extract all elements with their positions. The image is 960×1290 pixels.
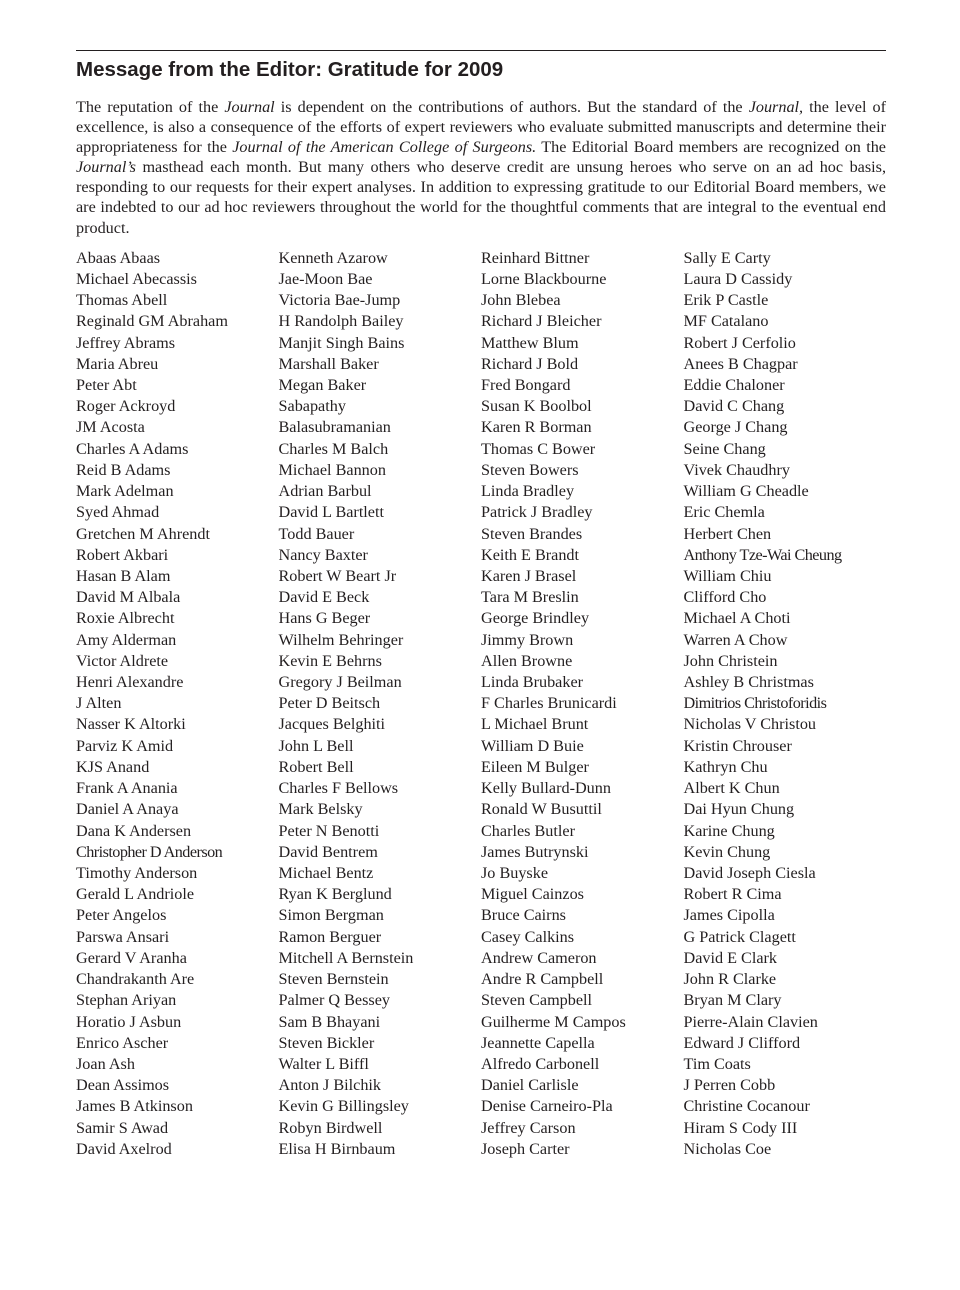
reviewer-name: Jimmy Brown	[481, 630, 574, 649]
reviewer-name: JM Acosta	[76, 418, 145, 437]
reviewer-name: Anton J Bilchik	[278, 1076, 382, 1095]
reviewer-name: Henri Alexandre	[76, 673, 184, 692]
reviewer-name: Guilherme M Campos	[481, 1012, 626, 1031]
reviewer-name: Sam B Bhayani	[278, 1012, 381, 1031]
top-rule	[76, 50, 886, 51]
reviewer-name: Timothy Anderson	[76, 864, 198, 882]
reviewer-name: Linda Bradley	[481, 482, 575, 501]
reviewer-name: Roger Ackroyd	[76, 397, 176, 416]
reviewer-name: George Brindley	[481, 609, 590, 628]
reviewer-name: Kristin Chrouser	[683, 736, 792, 755]
reviewer-name: Wilhelm Behringer	[278, 630, 404, 649]
reviewer-name: KJS Anand	[76, 757, 150, 776]
reviewer-name: Kathryn Chu	[683, 757, 768, 776]
reviewer-name: Steven Bowers	[481, 460, 579, 479]
reviewer-column	[76, 248, 279, 1160]
reviewer-name: Michael Abecassis	[76, 269, 197, 288]
reviewer-name: Kevin G Billingsley	[278, 1097, 409, 1116]
reviewer-name: J Alten	[76, 694, 122, 713]
intro-text: The reputation of the	[76, 98, 225, 116]
page-title: Message from the Editor: Gratitude for 2009	[76, 58, 504, 81]
reviewer-name: Lorne Blackbourne	[481, 269, 607, 288]
reviewer-name: Kenneth Azarow	[278, 248, 388, 267]
reviewer-name: Hasan B Alam	[76, 566, 171, 585]
reviewer-name: Hans G Beger	[278, 609, 371, 628]
reviewer-name: Andre R Campbell	[481, 970, 604, 989]
reviewer-name: Marshall Baker	[278, 354, 379, 373]
reviewer-name: Allen Browne	[481, 651, 573, 670]
reviewer-name: Bryan M Clary	[683, 991, 782, 1010]
reviewer-name: Gregory J Beilman	[278, 673, 402, 692]
reviewer-name: Nasser K Altorki	[76, 715, 186, 734]
reviewer-name: L Michael Brunt	[481, 715, 589, 734]
reviewer-name: Kevin E Behrns	[278, 651, 382, 670]
reviewer-name: Charles F Bellows	[278, 779, 399, 798]
reviewer-name: Victoria Bae-Jump	[278, 291, 401, 310]
reviewer-column	[279, 248, 482, 1160]
reviewer-name: Maria Abreu	[76, 354, 159, 373]
reviewer-name: Jeannette Capella	[481, 1033, 595, 1052]
reviewer-name: Eric Chemla	[683, 503, 765, 522]
reviewer-name: Tim Coats	[683, 1054, 751, 1073]
reviewer-name: Reginald GM Abraham	[76, 312, 228, 331]
reviewer-name: Ronald W Busuttil	[481, 800, 602, 819]
reviewer-name: G Patrick Clagett	[683, 927, 796, 946]
reviewer-name: Palmer Q Bessey	[278, 991, 390, 1010]
reviewer-name: Charles M Balch	[278, 439, 389, 458]
reviewer-name: Jae-Moon Bae	[278, 269, 373, 288]
reviewer-name: Joseph Carter	[481, 1139, 570, 1158]
reviewer-name: Mark Belsky	[278, 800, 363, 819]
editorial-page	[76, 50, 886, 1160]
reviewer-name: Nicholas V Christou	[683, 715, 817, 734]
reviewer-name: David C Chang	[683, 397, 785, 416]
reviewer-name: Tara M Breslin	[481, 588, 579, 607]
reviewer-name: MF Catalano	[683, 312, 769, 331]
reviewer-name: David M Albala	[76, 588, 181, 607]
reviewer-name: Sabapathy	[278, 397, 346, 416]
reviewer-name: Amy Alderman	[76, 630, 177, 649]
reviewer-name: Parviz K Amid	[76, 736, 174, 755]
reviewer-name: Linda Brubaker	[481, 673, 584, 692]
reviewer-name: Reid B Adams	[76, 460, 171, 479]
reviewer-name: Miguel Cainzos	[481, 885, 584, 904]
reviewer-name: John L Bell	[278, 736, 354, 755]
reviewer-name: Bruce Cairns	[481, 906, 566, 925]
reviewer-name: David Bentrem	[278, 842, 378, 861]
reviewer-name: Dean Assimos	[76, 1076, 170, 1095]
reviewer-name: Reinhard Bittner	[481, 248, 590, 267]
reviewer-name: Ashley B Christmas	[683, 673, 814, 692]
reviewer-name: Adrian Barbul	[278, 482, 372, 501]
reviewer-name: Michael A Choti	[683, 609, 791, 628]
reviewer-name: Steven Campbell	[481, 991, 593, 1010]
reviewer-name: Casey Calkins	[481, 927, 575, 946]
intro-italic-text: Journal,	[748, 98, 804, 116]
reviewer-name: Joan Ash	[76, 1054, 135, 1073]
reviewer-column	[684, 248, 887, 1160]
reviewer-name: David Joseph Ciesla	[683, 864, 816, 882]
reviewer-name: Erik P Castle	[683, 291, 769, 310]
reviewer-name: David E Clark	[683, 948, 778, 967]
reviewer-name: Steven Bernstein	[278, 970, 389, 989]
reviewer-name: Balasubramanian	[278, 418, 391, 437]
reviewer-name: Gretchen M Ahrendt	[76, 524, 210, 543]
reviewer-name: Jeffrey Carson	[481, 1118, 576, 1137]
reviewer-name: Robert J Cerfolio	[683, 333, 796, 352]
reviewer-name: Peter D Beitsch	[278, 694, 381, 713]
reviewer-name: Gerard V Aranha	[76, 948, 187, 967]
reviewer-name: Peter Angelos	[76, 906, 167, 925]
intro-italic-text: Journal	[224, 98, 275, 116]
reviewer-name: Megan Baker	[278, 375, 367, 394]
reviewer-name: Herbert Chen	[683, 524, 772, 543]
reviewer-name: Robert R Cima	[683, 885, 782, 904]
reviewer-name: Dana K Andersen	[76, 821, 192, 840]
reviewer-name: Mitchell A Bernstein	[278, 948, 414, 967]
reviewer-name: Andrew Cameron	[481, 948, 597, 967]
reviewer-name: Thomas Abell	[76, 291, 168, 310]
reviewer-name: Manjit Singh Bains	[278, 333, 405, 352]
reviewer-name: Robert Akbari	[76, 545, 169, 564]
reviewer-name: Karen R Borman	[481, 418, 592, 437]
reviewer-name: Walter L Biffl	[278, 1054, 369, 1073]
reviewer-name: Enrico Ascher	[76, 1033, 169, 1052]
reviewer-name: Dai Hyun Chung	[683, 800, 795, 819]
reviewer-name: Charles A Adams	[76, 439, 189, 458]
reviewer-name: John Christein	[683, 651, 778, 670]
reviewer-name: Ramon Berguer	[278, 927, 382, 946]
intro-text: masthead each month. But many others who deserve credit are unsung heroes who serve on an ad hoc basis, responding to our requests for their expert analyses. In addition to expressing gratitude to our Editorial Board members, we are indebted to our ad hoc reviewers throughout the world for the thoughtful comments that are integral to the eventual end product.	[76, 158, 886, 237]
reviewer-name: James B Atkinson	[76, 1097, 193, 1116]
reviewer-name: Jo Buyske	[481, 864, 549, 882]
reviewer-name: Charles Butler	[481, 821, 575, 840]
reviewer-name: John R Clarke	[683, 970, 777, 989]
reviewer-name: Edward J Clifford	[683, 1033, 801, 1052]
reviewer-name: Richard J Bold	[481, 354, 579, 373]
reviewer-name: Christopher D Anderson	[76, 842, 223, 861]
reviewer-name: Kevin Chung	[683, 842, 771, 861]
reviewer-name: James Cipolla	[683, 906, 775, 925]
reviewer-name: William D Buie	[481, 736, 584, 755]
reviewer-name: David L Bartlett	[278, 503, 384, 522]
reviewer-name: Vivek Chaudhry	[683, 460, 790, 479]
reviewer-name: Albert K Chun	[683, 779, 780, 798]
reviewer-name: Horatio J Asbun	[76, 1012, 182, 1031]
reviewer-name: Daniel Carlisle	[481, 1076, 579, 1095]
reviewer-name: Dimitrios Christoforidis	[683, 694, 827, 713]
reviewer-name: Parswa Ansari	[76, 927, 170, 946]
reviewer-name: Alfredo Carbonell	[481, 1054, 600, 1073]
reviewer-name: Michael Bentz	[278, 864, 374, 882]
reviewer-name: Denise Carneiro-Pla	[481, 1097, 613, 1116]
reviewer-name: Steven Bickler	[278, 1033, 375, 1052]
reviewer-name: Chandrakanth Are	[76, 970, 195, 989]
reviewer-name: Pierre-Alain Clavien	[683, 1012, 818, 1031]
intro-text: the level of excellence, is also a consequence of the efforts of expert reviewers who evaluate submitted manuscripts and determine their appropriateness for the	[76, 98, 887, 157]
reviewer-name: Hiram S Cody III	[683, 1118, 798, 1137]
reviewer-name: Sally E Carty	[683, 248, 771, 267]
intro-paragraph	[76, 97, 886, 238]
reviewer-name: Patrick J Bradley	[481, 503, 593, 522]
reviewer-name: Nicholas Coe	[683, 1139, 772, 1158]
reviewer-name: Keith E Brandt	[481, 545, 580, 564]
reviewer-name: Matthew Blum	[481, 333, 579, 352]
reviewer-name: Anees B Chagpar	[683, 354, 798, 373]
reviewer-name: Frank A Anania	[76, 779, 178, 798]
reviewer-name: Nancy Baxter	[278, 545, 368, 564]
reviewer-name: George J Chang	[683, 418, 788, 437]
reviewer-name: Christine Cocanour	[683, 1097, 810, 1116]
reviewer-name: Seine Chang	[683, 439, 766, 458]
reviewer-name: Mark Adelman	[76, 482, 174, 501]
reviewer-name: Karine Chung	[683, 821, 775, 840]
reviewer-name: Richard J Bleicher	[481, 312, 602, 331]
reviewer-name: Michael Bannon	[278, 460, 386, 479]
reviewer-name: Daniel A Anaya	[76, 800, 179, 819]
reviewer-name: William Chiu	[683, 566, 772, 585]
reviewer-name: Robert Bell	[278, 757, 354, 776]
reviewer-name: Fred Bongard	[481, 375, 571, 394]
reviewer-name: F Charles Brunicardi	[481, 694, 617, 713]
reviewer-name: David E Beck	[278, 588, 370, 607]
reviewer-name: Kelly Bullard-Dunn	[481, 779, 611, 798]
reviewer-name: Gerald L Andriole	[76, 885, 195, 904]
reviewer-name: Ryan K Berglund	[278, 885, 392, 904]
reviewer-name: Elisa H Birnbaum	[278, 1139, 396, 1158]
reviewer-name: William G Cheadle	[683, 482, 809, 501]
reviewer-name: Clifford Cho	[683, 588, 767, 607]
reviewer-name: Victor Aldrete	[76, 651, 169, 670]
reviewer-name: Steven Brandes	[481, 524, 583, 543]
intro-italic-text: Journal’s	[76, 158, 136, 177]
reviewer-name: Laura D Cassidy	[683, 269, 793, 288]
reviewer-column	[481, 248, 684, 1160]
reviewer-name: John Blebea	[481, 291, 561, 310]
reviewer-name: H Randolph Bailey	[278, 312, 404, 331]
reviewer-name: Syed Ahmad	[76, 503, 160, 522]
reviewer-name: Eileen M Bulger	[481, 757, 589, 776]
reviewer-name: Susan K Boolbol	[481, 397, 592, 416]
reviewer-name: Samir S Awad	[76, 1118, 169, 1137]
reviewer-name: Warren A Chow	[683, 630, 788, 649]
reviewer-name: Abaas Abaas	[76, 248, 161, 267]
reviewer-name: Robert W Beart Jr	[278, 566, 397, 585]
reviewer-name: Peter Abt	[76, 375, 137, 394]
reviewer-name: J Perren Cobb	[683, 1076, 776, 1095]
reviewer-name: Eddie Chaloner	[683, 375, 785, 394]
reviewer-list	[76, 248, 886, 1160]
reviewer-name: Simon Bergman	[278, 906, 384, 925]
reviewer-name: Roxie Albrecht	[76, 609, 175, 628]
intro-text: is dependent on the contributions of authors. But the standard of the	[274, 98, 749, 116]
reviewer-name: Stephan Ariyan	[76, 991, 177, 1010]
reviewer-name: James Butrynski	[481, 842, 589, 861]
reviewer-name: Jeffrey Abrams	[76, 333, 176, 352]
reviewer-name: Karen J Brasel	[481, 566, 577, 585]
intro-italic-text: Journal of the American College of Surgeons.	[232, 138, 537, 157]
reviewer-name: Peter N Benotti	[278, 821, 380, 840]
reviewer-name: Robyn Birdwell	[278, 1118, 383, 1137]
reviewer-name: Thomas C Bower	[481, 439, 596, 458]
intro-text: The Editorial Board members are recognized on the	[536, 138, 886, 157]
reviewer-name: David Axelrod	[76, 1139, 172, 1158]
reviewer-name: Jacques Belghiti	[278, 715, 386, 734]
reviewer-name: Anthony Tze-Wai Cheung	[683, 545, 842, 564]
reviewer-name: Todd Bauer	[278, 524, 355, 543]
